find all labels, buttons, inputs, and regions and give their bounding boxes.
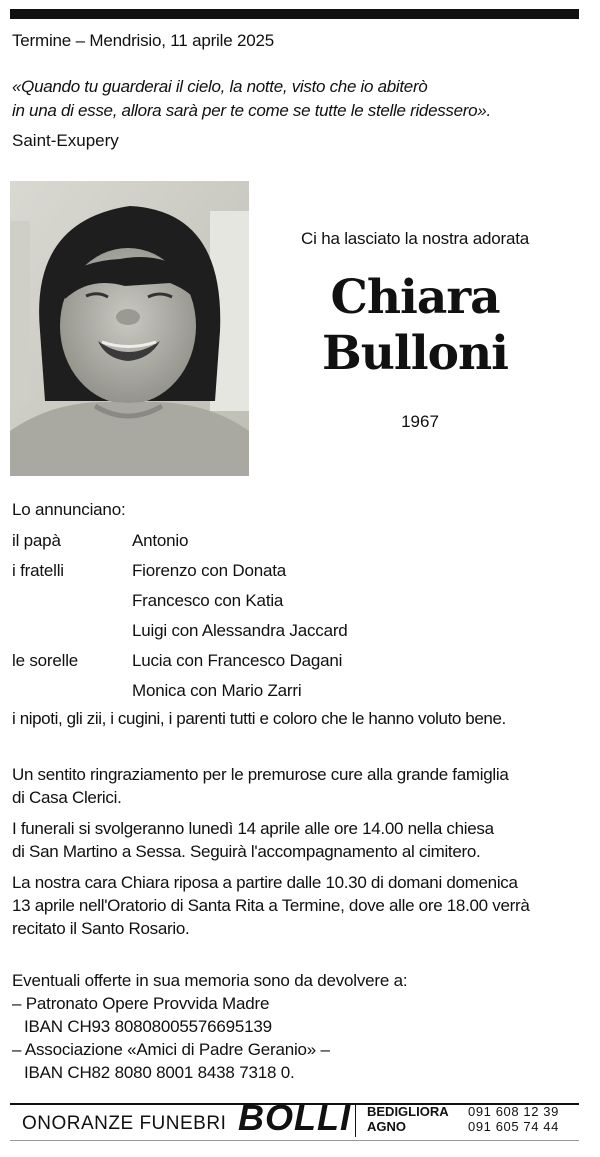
footer-divider xyxy=(355,1105,356,1137)
footer-phone: 091 608 12 39 xyxy=(468,1104,559,1119)
thanks-line: di Casa Clerici. xyxy=(12,788,122,807)
family-member: Monica con Mario Zarri xyxy=(132,681,302,700)
donations xyxy=(12,969,407,1084)
donation-org: – Associazione «Amici di Padre Geranio» – xyxy=(12,1040,330,1059)
quote-line-2: in una di esse, allora sarà per te come se tutte le stelle ridessero». xyxy=(12,101,491,120)
rest-paragraph xyxy=(12,871,582,940)
thanks-line: Un sentito ringraziamento per le premurose cure alla grande famiglia xyxy=(12,765,509,784)
birth-year: 1967 xyxy=(401,412,439,431)
funeral-paragraph xyxy=(12,817,582,863)
family-member: Francesco con Katia xyxy=(132,591,284,610)
funeral-service-label: ONORANZE FUNEBRI xyxy=(22,1113,227,1134)
footer-town: BEDIGLIORA xyxy=(367,1104,449,1119)
donation-org: – Patronato Opere Provvida Madre xyxy=(12,994,270,1013)
family-member: Luigi con Alessandra Jaccard xyxy=(132,621,348,640)
family-member: Lucia con Francesco Dagani xyxy=(132,651,343,670)
family-relation: le sorelle xyxy=(12,651,79,670)
top-rule xyxy=(10,9,579,19)
family-member: Antonio xyxy=(132,531,189,550)
family-heading: Lo annunciano: xyxy=(12,500,126,519)
portrait-photo xyxy=(10,181,249,476)
family-closing: i nipoti, gli zii, i cugini, i parenti tutti e coloro che le hanno voluto bene. xyxy=(12,709,506,728)
quote-line-1: «Quando tu guarderai il cielo, la notte, visto che io abiterò xyxy=(12,77,428,96)
quote xyxy=(12,75,491,123)
family-relation: il papà xyxy=(12,531,61,550)
funeral-line: di San Martino a Sessa. Seguirà l'accompagnamento al cimitero. xyxy=(12,842,481,861)
donation-iban: IBAN CH93 80808005576695139 xyxy=(24,1017,272,1036)
intro-text: Ci ha lasciato la nostra adorata xyxy=(301,229,529,248)
footer-town: AGNO xyxy=(367,1119,406,1134)
funeral-home-brand: BOLLI xyxy=(238,1097,351,1138)
family-relation: i fratelli xyxy=(12,561,64,580)
footer-phone: 091 605 74 44 xyxy=(468,1119,559,1134)
funeral-line: I funerali si svolgeranno lunedì 14 aprile alle ore 14.00 nella chiesa xyxy=(12,819,494,838)
deceased-first-name: Chiara xyxy=(330,270,500,325)
place-date: Termine – Mendrisio, 11 aprile 2025 xyxy=(12,31,274,50)
rest-line: La nostra cara Chiara riposa a partire dalle 10.30 di domani domenica xyxy=(12,873,518,892)
deceased-last-name: Bulloni xyxy=(322,326,508,381)
quote-author: Saint-Exupery xyxy=(12,131,119,150)
footer-phones xyxy=(468,1104,559,1134)
rest-line: 13 aprile nell'Oratorio di Santa Rita a Termine, dove alle ore 18.00 verrà xyxy=(12,896,530,915)
donation-iban: IBAN CH82 8080 8001 8438 7318 0. xyxy=(24,1063,295,1082)
thanks-paragraph xyxy=(12,763,582,809)
rest-line: recitato il Santo Rosario. xyxy=(12,919,190,938)
family-member: Fiorenzo con Donata xyxy=(132,561,287,580)
donations-heading: Eventuali offerte in sua memoria sono da devolvere a: xyxy=(12,971,408,990)
portrait-illustration xyxy=(10,181,249,476)
bottom-rule xyxy=(10,1140,579,1141)
footer-towns xyxy=(367,1104,449,1134)
